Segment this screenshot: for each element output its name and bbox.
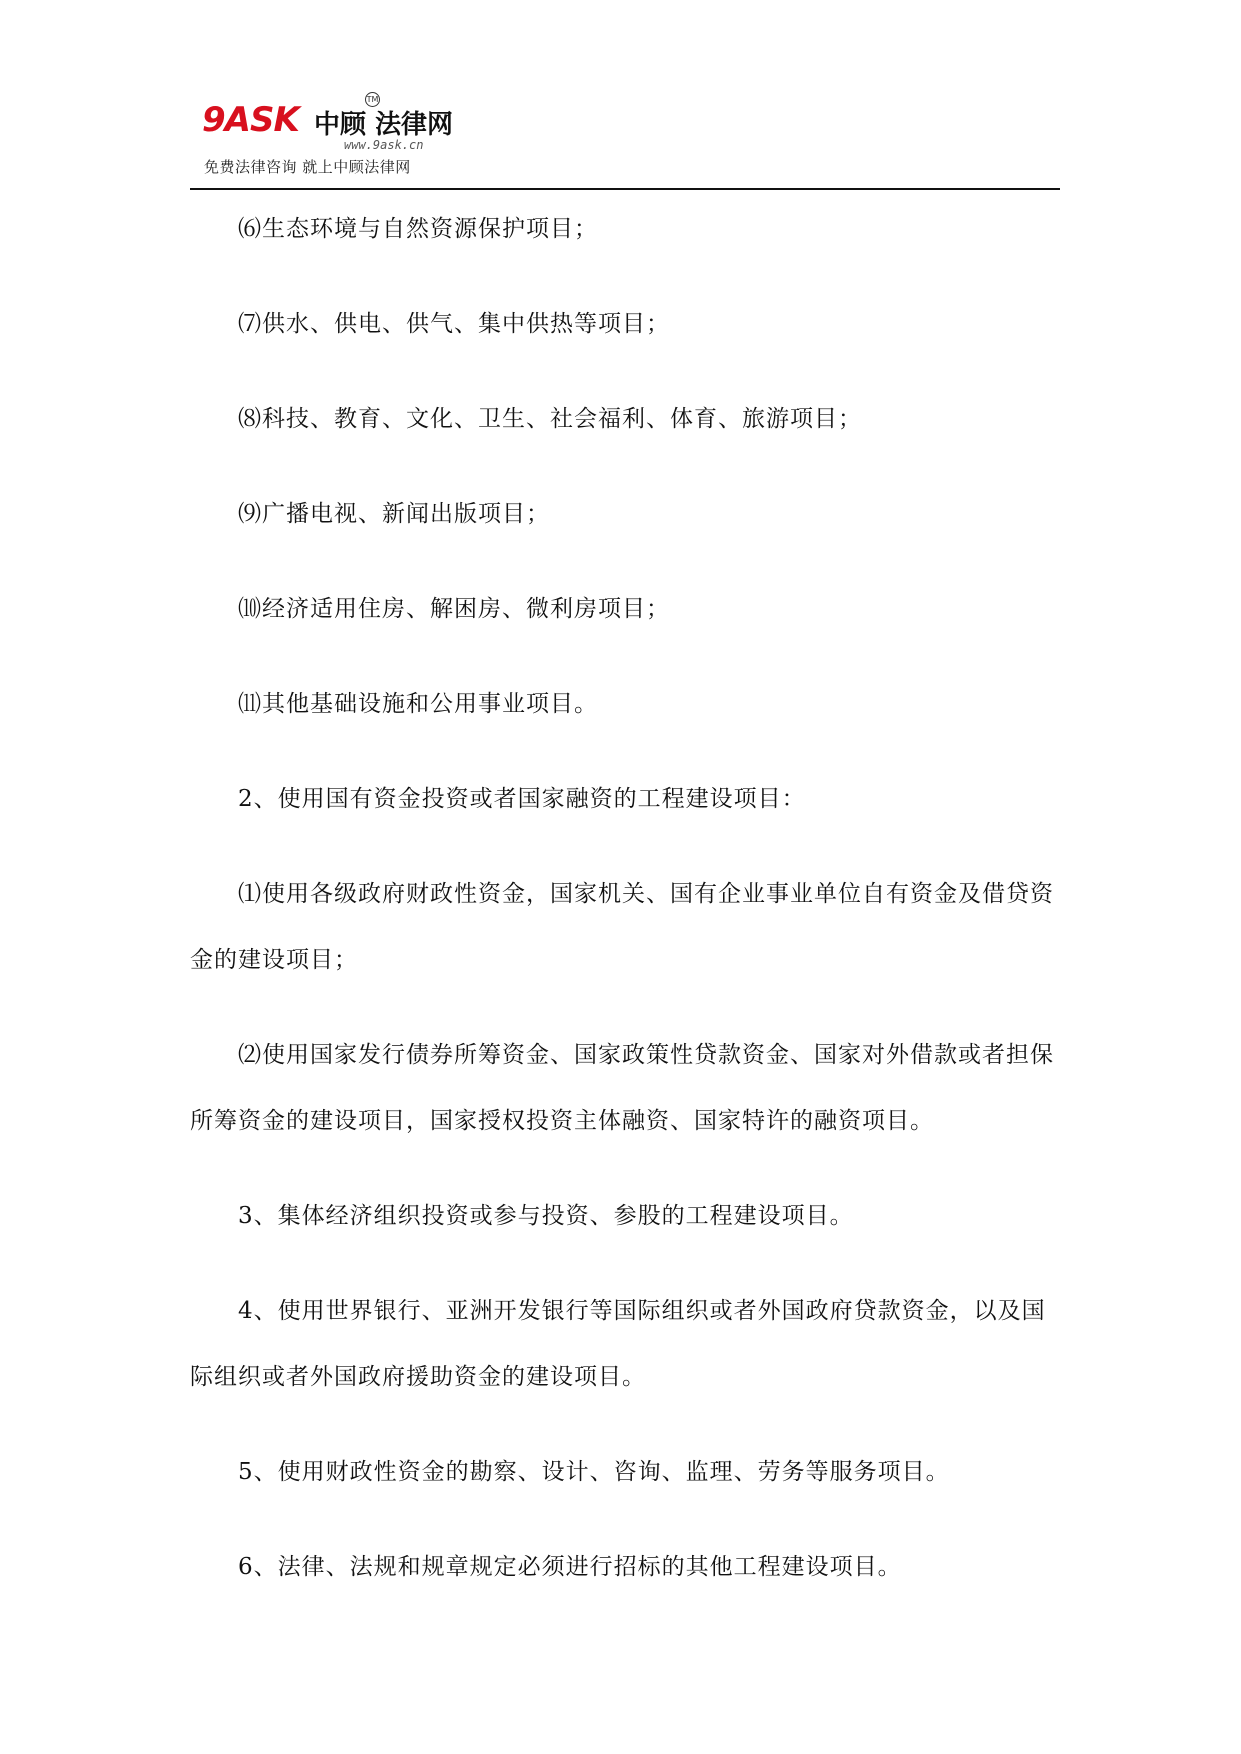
paragraph: ⑹生态环境与自然资源保护项目； (238, 216, 598, 242)
paragraph: 2、使用国有资金投资或者国家融资的工程建设项目： (238, 786, 806, 812)
paragraph: ⑵使用国家发行债券所筹资金、国家政策性贷款资金、国家对外借款或者担保所筹资金的建设项目，国家授权投资主体融资、国家特许的融资项目。 (190, 1042, 1054, 1134)
trademark-icon: TM (365, 92, 380, 107)
site-logo (202, 86, 502, 186)
paragraph: ⑽经济适用住房、解困房、微利房项目； (238, 596, 670, 622)
logo-chinese-name: 中顾 法律网 (314, 110, 454, 140)
logo-url: www.9ask.cn (344, 138, 424, 152)
document-body (190, 196, 1060, 1629)
page-header (190, 86, 1060, 190)
paragraph: 6、法律、法规和规章规定必须进行招标的其他工程建设项目。 (238, 1554, 902, 1580)
paragraph: ⑾其他基础设施和公用事业项目。 (238, 691, 598, 717)
logo-slogan: 免费法律咨询 就上中顾法律网 (204, 158, 411, 176)
paragraph: ⑺供水、供电、供气、集中供热等项目； (238, 311, 670, 337)
paragraph: 5、使用财政性资金的勘察、设计、咨询、监理、劳务等服务项目。 (238, 1459, 950, 1485)
paragraph: ⑼广播电视、新闻出版项目； (238, 501, 550, 527)
paragraph: ⑴使用各级政府财政性资金，国家机关、国有企业事业单位自有资金及借贷资金的建设项目； (190, 881, 1054, 973)
paragraph: 4、使用世界银行、亚洲开发银行等国际组织或者外国政府贷款资金，以及国际组织或者外国政府援助资金的建设项目。 (190, 1298, 1046, 1390)
paragraph: 3、集体经济组织投资或参与投资、参股的工程建设项目。 (238, 1203, 854, 1229)
logo-brand-text: 9ASK (202, 100, 299, 140)
paragraph: ⑻科技、教育、文化、卫生、社会福利、体育、旅游项目； (238, 406, 862, 432)
